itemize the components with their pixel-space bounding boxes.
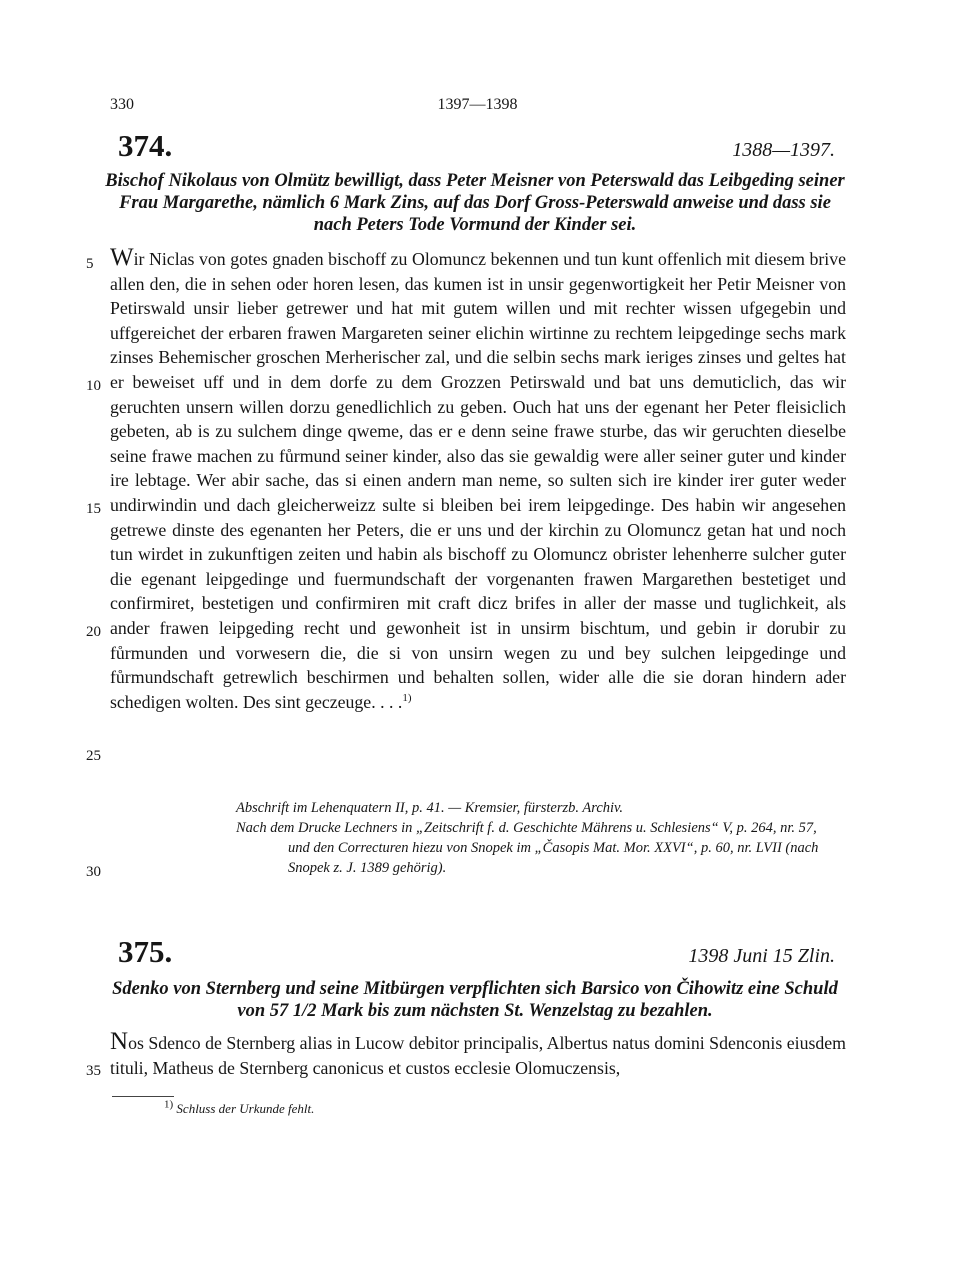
initial-letter: N bbox=[110, 1028, 129, 1055]
initial-letter: W bbox=[110, 244, 134, 271]
footnote-rule bbox=[112, 1096, 174, 1097]
doc-374-text bbox=[110, 246, 846, 714]
footnote-text: Schluss der Urkunde fehlt. bbox=[176, 1101, 315, 1116]
running-head: 1397—1398 bbox=[437, 96, 518, 113]
footnote bbox=[164, 1098, 315, 1117]
doc-number: 374. bbox=[118, 128, 173, 163]
doc-375-regest bbox=[100, 978, 850, 1022]
source-line: Abschrift im Lehenquatern II, p. 41. — Kremsier, fürsterzb. Archiv. bbox=[236, 800, 624, 816]
doc-375-heading bbox=[118, 934, 835, 970]
doc-374-regest: Bischof Nikolaus von Olmütz bewilligt, dass Peter Meisner von Peterswald das Leibgeding seiner Frau Margarethe, nämlich 6 Mark Zins, auf das Dorf Gross-Peterswald anweise und dass sie nach Peters Tode Vormund der Kinder sei. bbox=[105, 171, 845, 235]
footnote-mark: 1) bbox=[164, 1098, 174, 1111]
doc-number: 375. bbox=[118, 934, 173, 969]
line-number: 30 bbox=[86, 864, 101, 880]
line-number: 20 bbox=[86, 624, 101, 640]
doc-374-heading bbox=[118, 128, 835, 164]
regest-text: Sdenko von Sternberg und seine Mitbürgen verpflichten sich Barsico von Čihowitz eine Schuld von 57 bbox=[112, 979, 838, 1021]
line-number: 15 bbox=[86, 501, 101, 517]
line-number: 5 bbox=[86, 256, 94, 272]
regest-fraction: 1/2 bbox=[292, 1001, 317, 1021]
page-number: 330 bbox=[110, 96, 134, 113]
page-header bbox=[110, 96, 845, 120]
doc-date: 1398 Juni 15 Zlin. bbox=[688, 945, 835, 967]
doc-date: 1388—1397. bbox=[732, 139, 835, 161]
doc-375-text-body: os Sdenco de Sternberg alias in Lucow debitor principalis, Albertus natus domini Sdenconis eiusdem tituli, Matheus de Sternberg canonicus et custos ecclesie Olomuczensis, bbox=[110, 1033, 846, 1078]
doc-374-text-body: ir Niclas von gotes gnaden bischoff zu Olomuncz bekennen und tun kunt offenlich mit diesem brive allen den, die in sehen oder horen lesen, das kumen ist in unsir gegenwortigkeit her Petir Meisner von Petirswald unsir lieber getrewer und hat mit gutem willen und mit rechter wissen ufgegebin und uffgereichet der erbaren frawen Margareten seiner elichin wirtinne zu rechtem leipgedinge sechs mark zinses Behemischer groschen Merherischer zal, und die selbin sechs mark ieriges zinses und geltes hat er beweiset uff und in dem dorfe zu dem Grozzen Petirswald und bat uns demuticlich, das wir geruchten unsern willen dorzu genedlichlich zu geben. Ouch hat uns der egenant her Peter fleisiclich gebeten, ab is zu sulchem dinge qweme, das er e denn seine frawe sturbe, das wir geruchten dieselbe seine frawe machen zu fůrmund seiner kinder, also das sie gewaldig were aller seiner guter und kinder ire lebtage. Wer abir sache, das si einen andern man neme, so sulten sich ire kinder irer guter weder undirwindin und dach gleicherweizz sulte si bleiben bei irem leipgedinge. Des habin wir angesehen getrewe dinste des egenanten her Peters, die er uns und der kirchin zu Olomuncz getan hat und noch tun wirdet in zukunftigen zeiten und habin als bischoff zu Olomuncz obrister lehenherre sulcher guter die egenant leipgedinge und fuermundschaft der vorgenanten frawen Margarethen bestetiget und confirmiret, bestetigen und confirmiren mit craft dicz brifes in aller der masse und tuglichkeit, als ander frawen leipgeding recht und gewonheit ist in unsirm bischtum, und gebin ir dorubir zu fůrmunden und vorwesern die, die si von unsirn wegen zu und bey sulchen leipgedinge und fůrmundschaft getrewlich beschirmen und behalten sollen, wider alle die sie doran hindern ader schedigen wolten. Des sint geczeuge. . . . bbox=[110, 249, 846, 712]
doc-374-source-note bbox=[236, 798, 838, 878]
footnote-reference: 1) bbox=[402, 691, 412, 704]
doc-375-text bbox=[110, 1030, 846, 1080]
line-number: 25 bbox=[86, 748, 101, 764]
line-number: 35 bbox=[86, 1063, 101, 1079]
regest-text: Mark bis zum nächsten St. Wenzelstag zu bezahlen. bbox=[321, 1001, 713, 1021]
line-number: 10 bbox=[86, 378, 101, 394]
source-line: Nach dem Drucke Lechners in „Zeitschrift f. d. Geschichte Mährens u. Schlesiens“ V, p. 264, nr. 57, und den Correcturen hiezu von Snopek im „Časopis Mat. Mor. XXVI“, p. 60, nr. LVII (nach Snopek z. J. 1389 gehörig). bbox=[236, 820, 819, 876]
